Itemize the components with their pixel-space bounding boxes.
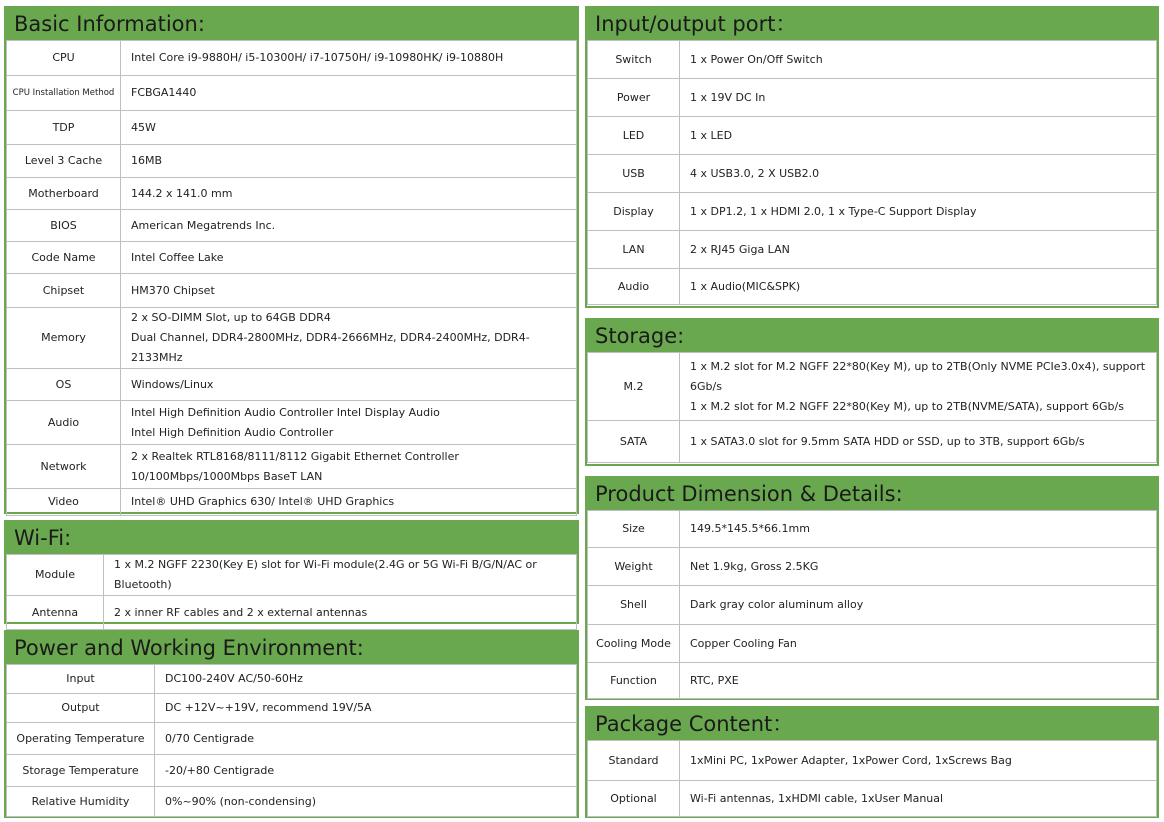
cpu-label: CPU [7, 41, 121, 76]
input-label: Input [7, 665, 155, 694]
power-title: Power and Working Environment: [6, 632, 577, 664]
lan-label: LAN [588, 231, 680, 269]
optemp-value: 0/70 Centigrade [155, 723, 577, 755]
humidity-value: 0%~90% (non-condensing) [155, 787, 577, 817]
table-row [588, 548, 1157, 586]
table-row [7, 242, 577, 274]
dimension-table [587, 510, 1157, 699]
tdp-value: 45W [121, 111, 577, 145]
m2-label: M.2 [588, 353, 680, 421]
table-row [588, 586, 1157, 625]
display-label: Display [588, 193, 680, 231]
table-row [7, 555, 577, 596]
wifi-title: Wi-Fi: [6, 522, 577, 554]
shell-label: Shell [588, 586, 680, 625]
table-row [588, 79, 1157, 117]
table-row [7, 369, 577, 401]
optemp-label: Operating Temperature [7, 723, 155, 755]
switch-value: 1 x Power On/Off Switch [680, 41, 1157, 79]
motherboard-value: 144.2 x 141.0 mm [121, 178, 577, 210]
module-label: Module [7, 555, 104, 596]
table-row [7, 145, 577, 178]
table-row [588, 117, 1157, 155]
cpu-value: Intel Core i9-9880H/ i5-10300H/ i7-10750H/ i9-10980HK/ i9-10880H [121, 41, 577, 76]
table-row [7, 274, 577, 308]
input-value: DC100-240V AC/50-60Hz [155, 665, 577, 694]
shell-value: Dark gray color aluminum alloy [680, 586, 1157, 625]
table-row [7, 308, 577, 369]
network-value [121, 445, 577, 489]
audio-label: Audio [7, 401, 121, 445]
led-label: LED [588, 117, 680, 155]
table-row [588, 511, 1157, 548]
wifi-panel [4, 520, 579, 624]
table-row [588, 421, 1157, 463]
storage-table [587, 352, 1157, 463]
dimension-panel [585, 476, 1159, 700]
memory-value [121, 308, 577, 369]
standard-label: Standard [588, 741, 680, 781]
table-row [7, 787, 577, 817]
table-row [7, 723, 577, 755]
function-label: Function [588, 663, 680, 699]
os-label: OS [7, 369, 121, 401]
network-line-1: 2 x Realtek RTL8168/8111/8112 Gigabit Ethernet Controller [131, 449, 459, 463]
usb-value: 4 x USB3.0, 2 X USB2.0 [680, 155, 1157, 193]
table-row [588, 193, 1157, 231]
audio-line-1: Intel High Definition Audio Controller Intel Display Audio [131, 405, 440, 419]
table-row [588, 625, 1157, 663]
antenna-label: Antenna [7, 596, 104, 630]
weight-value: Net 1.9kg, Gross 2.5KG [680, 548, 1157, 586]
table-row [7, 178, 577, 210]
table-row [7, 401, 577, 445]
table-row [588, 231, 1157, 269]
power-table [6, 664, 577, 817]
cpu-install-value: FCBGA1440 [121, 76, 577, 111]
antenna-value: 2 x inner RF cables and 2 x external antennas [104, 596, 577, 630]
table-row [588, 41, 1157, 79]
humidity-label: Relative Humidity [7, 787, 155, 817]
lan-value: 2 x RJ45 Giga LAN [680, 231, 1157, 269]
sttemp-label: Storage Temperature [7, 755, 155, 787]
standard-value: 1xMini PC, 1xPower Adapter, 1xPower Cord, 1xScrews Bag [680, 741, 1157, 781]
table-row [7, 210, 577, 242]
audio-value [121, 401, 577, 445]
output-label: Output [7, 694, 155, 723]
m2-line-2: 1 x M.2 slot for M.2 NGFF 22*80(Key M), up to 2TB(NVME/SATA), support 6Gb/s [690, 399, 1124, 413]
io-title: Input/output port： [587, 8, 1157, 40]
codename-label: Code Name [7, 242, 121, 274]
basic-info-table [6, 40, 577, 516]
memory-line-1: 2 x SO-DIMM Slot, up to 64GB DDR4 [131, 311, 331, 324]
led-value: 1 x LED [680, 117, 1157, 155]
sttemp-value: -20/+80 Centigrade [155, 755, 577, 787]
cooling-value: Copper Cooling Fan [680, 625, 1157, 663]
motherboard-label: Motherboard [7, 178, 121, 210]
codename-value: Intel Coffee Lake [121, 242, 577, 274]
storage-panel [585, 318, 1159, 466]
size-value: 149.5*145.5*66.1mm [680, 511, 1157, 548]
m2-value [680, 353, 1157, 421]
basic-info-title: Basic Information: [6, 8, 577, 40]
bios-value: American Megatrends Inc. [121, 210, 577, 242]
output-value: DC +12V~+19V, recommend 19V/5A [155, 694, 577, 723]
io-table [587, 40, 1157, 305]
table-row [588, 269, 1157, 305]
package-panel [585, 706, 1159, 818]
memory-label: Memory [7, 308, 121, 369]
cache-value: 16MB [121, 145, 577, 178]
table-row [588, 155, 1157, 193]
sata-label: SATA [588, 421, 680, 463]
wifi-table [6, 554, 577, 630]
table-row [7, 755, 577, 787]
bios-label: BIOS [7, 210, 121, 242]
audio-line-2: Intel High Definition Audio Controller [131, 425, 334, 439]
memory-line-2: Dual Channel, DDR4-2800MHz, DDR4-2666MHz, DDR4-2400MHz, DDR4-2133MHz [131, 331, 530, 364]
os-value: Windows/Linux [121, 369, 577, 401]
basic-info-panel [4, 6, 579, 514]
table-row [588, 663, 1157, 699]
m2-line-1: 1 x M.2 slot for M.2 NGFF 22*80(Key M), up to 2TB(Only NVME PCIe3.0x4), support 6Gb/s [690, 359, 1146, 393]
video-label: Video [7, 489, 121, 516]
cpu-install-label: CPU Installation Method [7, 76, 121, 111]
video-value: Intel® UHD Graphics 630/ Intel® UHD Graphics [121, 489, 577, 516]
table-row [7, 41, 577, 76]
power-port-label: Power [588, 79, 680, 117]
sata-value: 1 x SATA3.0 slot for 9.5mm SATA HDD or SSD, up to 3TB, support 6Gb/s [680, 421, 1157, 463]
power-panel [4, 630, 579, 818]
weight-label: Weight [588, 548, 680, 586]
module-value: 1 x M.2 NGFF 2230(Key E) slot for Wi-Fi module(2.4G or 5G Wi-Fi B/G/N/AC or Bluetooth) [104, 555, 577, 596]
io-panel [585, 6, 1159, 308]
table-row [588, 353, 1157, 421]
package-title: Package Content： [587, 708, 1157, 740]
table-row [7, 665, 577, 694]
table-row [7, 489, 577, 516]
optional-value: Wi-Fi antennas, 1xHDMI cable, 1xUser Manual [680, 781, 1157, 817]
audio-port-value: 1 x Audio(MIC&SPK) [680, 269, 1157, 305]
display-value: 1 x DP1.2, 1 x HDMI 2.0, 1 x Type-C Support Display [680, 193, 1157, 231]
optional-label: Optional [588, 781, 680, 817]
cache-label: Level 3 Cache [7, 145, 121, 178]
chipset-label: Chipset [7, 274, 121, 308]
table-row [7, 445, 577, 489]
usb-label: USB [588, 155, 680, 193]
table-row [588, 781, 1157, 817]
table-row [7, 694, 577, 723]
package-table [587, 740, 1157, 817]
size-label: Size [588, 511, 680, 548]
power-port-value: 1 x 19V DC In [680, 79, 1157, 117]
function-value: RTC, PXE [680, 663, 1157, 699]
switch-label: Switch [588, 41, 680, 79]
storage-title: Storage: [587, 320, 1157, 352]
table-row [588, 741, 1157, 781]
dimension-title: Product Dimension & Details: [587, 478, 1157, 510]
tdp-label: TDP [7, 111, 121, 145]
table-row [7, 111, 577, 145]
audio-port-label: Audio [588, 269, 680, 305]
chipset-value: HM370 Chipset [121, 274, 577, 308]
network-line-2: 10/100Mbps/1000Mbps BaseT LAN [131, 469, 323, 483]
table-row [7, 596, 577, 630]
cooling-label: Cooling Mode [588, 625, 680, 663]
table-row [7, 76, 577, 111]
network-label: Network [7, 445, 121, 489]
